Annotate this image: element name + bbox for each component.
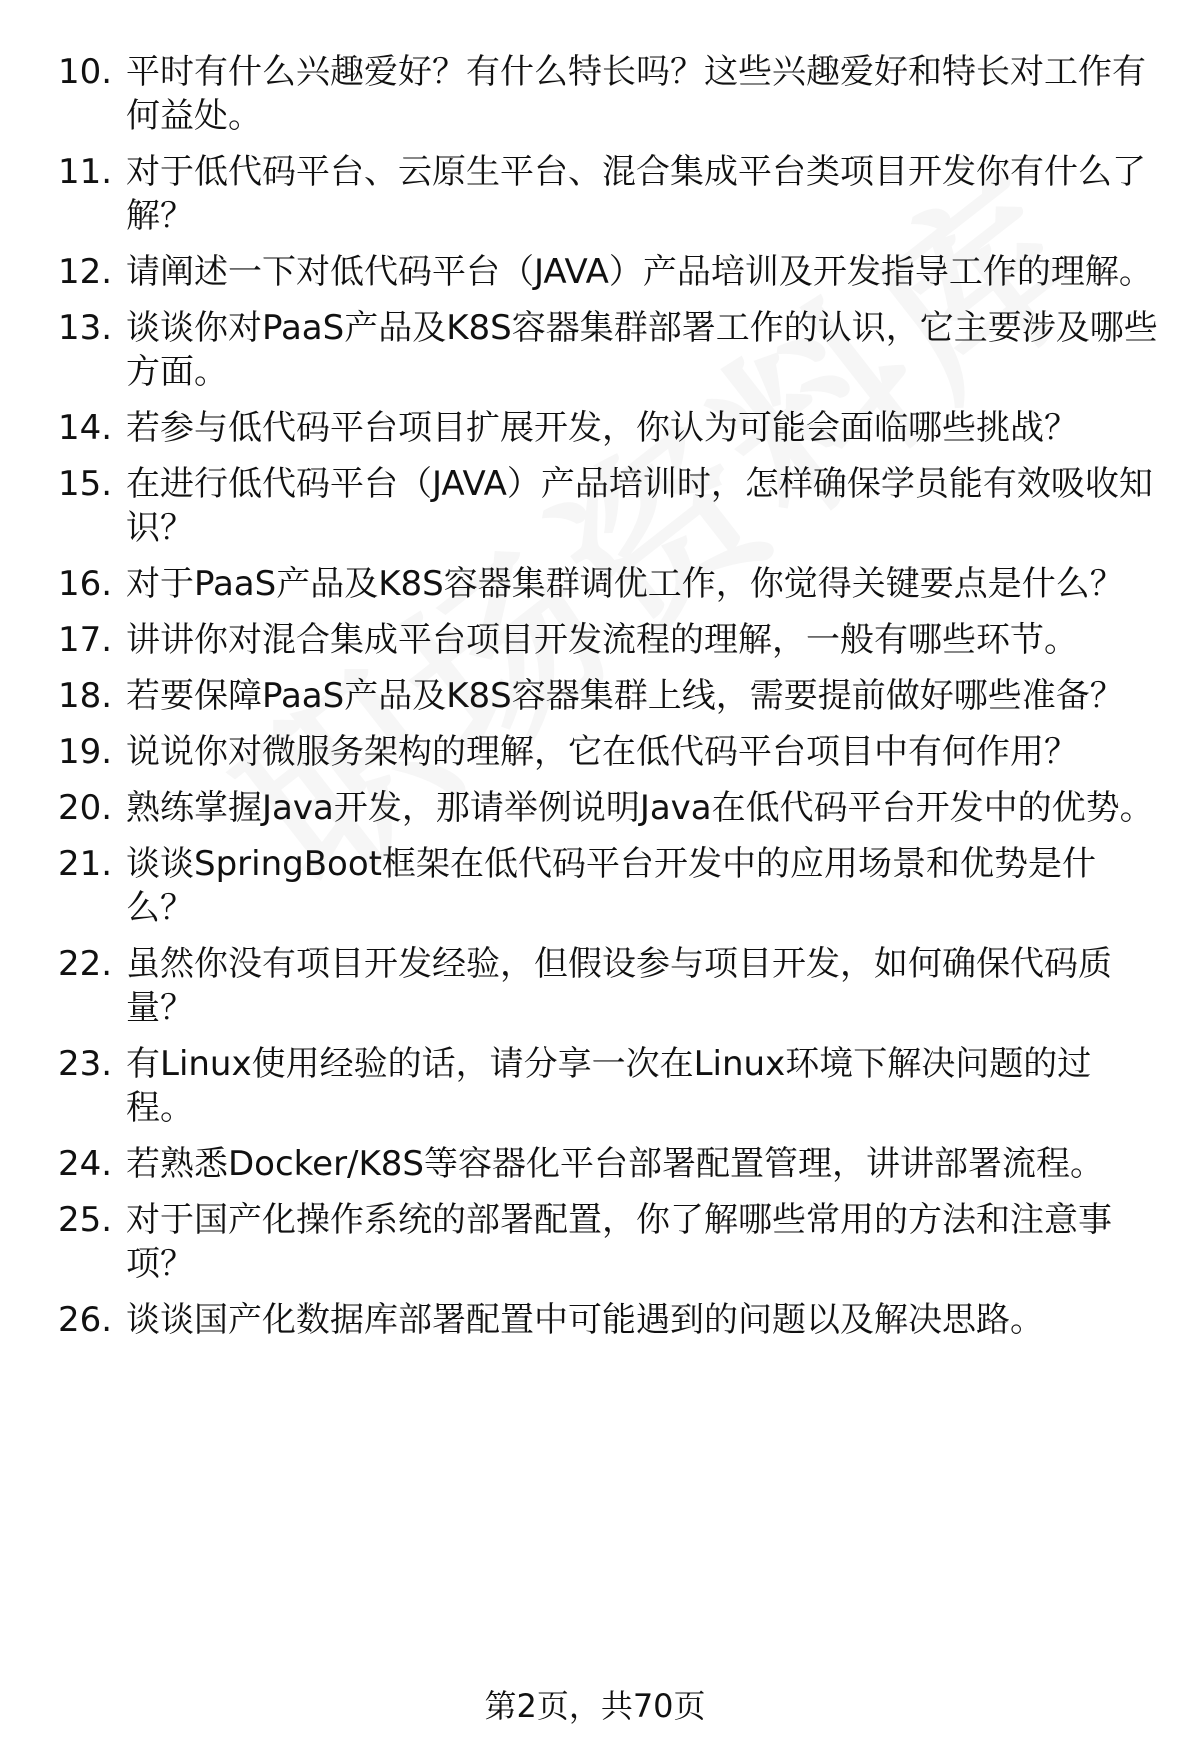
question-number: 26. [58, 1300, 113, 1340]
question-number: 12. [58, 252, 113, 292]
question-text: 讲讲你对混合集成平台项目开发流程的理解，一般有哪些环节。 [126, 620, 1078, 660]
question-text: 在进行低代码平台（JAVA）产品培训时，怎样确保学员能有效吸收知识？ [126, 464, 1153, 548]
question-text: 若参与低代码平台项目扩展开发，你认为可能会面临哪些挑战？ [126, 408, 1078, 448]
question-number: 21. [58, 844, 113, 884]
question-number: 18. [58, 676, 113, 716]
question-number: 23. [58, 1044, 113, 1084]
question-text: 若要保障PaaS产品及K8S容器集群上线，需要提前做好哪些准备？ [126, 676, 1124, 716]
page-number: 第2页，共70页 [484, 1687, 706, 1725]
question-text: 对于低代码平台、云原生平台、混合集成平台类项目开发你有什么了解？ [126, 152, 1146, 236]
question-item [58, 406, 1158, 450]
question-item [58, 786, 1158, 830]
question-item [58, 674, 1158, 718]
question-item [58, 1198, 1158, 1286]
question-item [58, 50, 1158, 138]
question-number: 20. [58, 788, 113, 828]
question-number: 10. [58, 52, 113, 92]
question-item [58, 1298, 1158, 1342]
question-item [58, 618, 1158, 662]
question-number: 15. [58, 464, 113, 504]
question-number: 11. [58, 152, 113, 192]
question-text: 对于国产化操作系统的部署配置，你了解哪些常用的方法和注意事项？ [126, 1200, 1112, 1284]
question-text: 若熟悉Docker/K8S等容器化平台部署配置管理，讲讲部署流程。 [126, 1144, 1105, 1184]
question-list [58, 50, 1158, 1342]
question-text: 谈谈SpringBoot框架在低代码平台开发中的应用场景和优势是什么？ [126, 844, 1096, 928]
question-text: 虽然你没有项目开发经验，但假设参与项目开发，如何确保代码质量？ [126, 944, 1112, 1028]
question-number: 24. [58, 1144, 113, 1184]
question-number: 14. [58, 408, 113, 448]
question-number: 19. [58, 732, 113, 772]
question-text: 对于PaaS产品及K8S容器集群调优工作，你觉得关键要点是什么？ [126, 564, 1124, 604]
question-item [58, 942, 1158, 1030]
question-item [58, 250, 1158, 294]
question-text: 谈谈国产化数据库部署配置中可能遇到的问题以及解决思路。 [126, 1300, 1044, 1340]
question-item [58, 306, 1158, 394]
question-item [58, 842, 1158, 930]
question-text: 平时有什么兴趣爱好？有什么特长吗？这些兴趣爱好和特长对工作有何益处。 [126, 52, 1146, 136]
question-number: 22. [58, 944, 113, 984]
question-item [58, 462, 1158, 550]
question-number: 25. [58, 1200, 113, 1240]
question-number: 17. [58, 620, 113, 660]
question-item [58, 150, 1158, 238]
question-item [58, 562, 1158, 606]
question-text: 有Linux使用经验的话，请分享一次在Linux环境下解决问题的过程。 [126, 1044, 1092, 1128]
question-text: 谈谈你对PaaS产品及K8S容器集群部署工作的认识，它主要涉及哪些方面。 [126, 308, 1158, 392]
question-item [58, 1142, 1158, 1186]
question-item [58, 730, 1158, 774]
question-text: 说说你对微服务架构的理解，它在低代码平台项目中有何作用？ [126, 732, 1078, 772]
question-text: 请阐述一下对低代码平台（JAVA）产品培训及开发指导工作的理解。 [126, 252, 1153, 292]
question-number: 13. [58, 308, 113, 348]
question-number: 16. [58, 564, 113, 604]
question-item [58, 1042, 1158, 1130]
question-text: 熟练掌握Java开发，那请举例说明Java在低代码平台开发中的优势。 [126, 788, 1154, 828]
